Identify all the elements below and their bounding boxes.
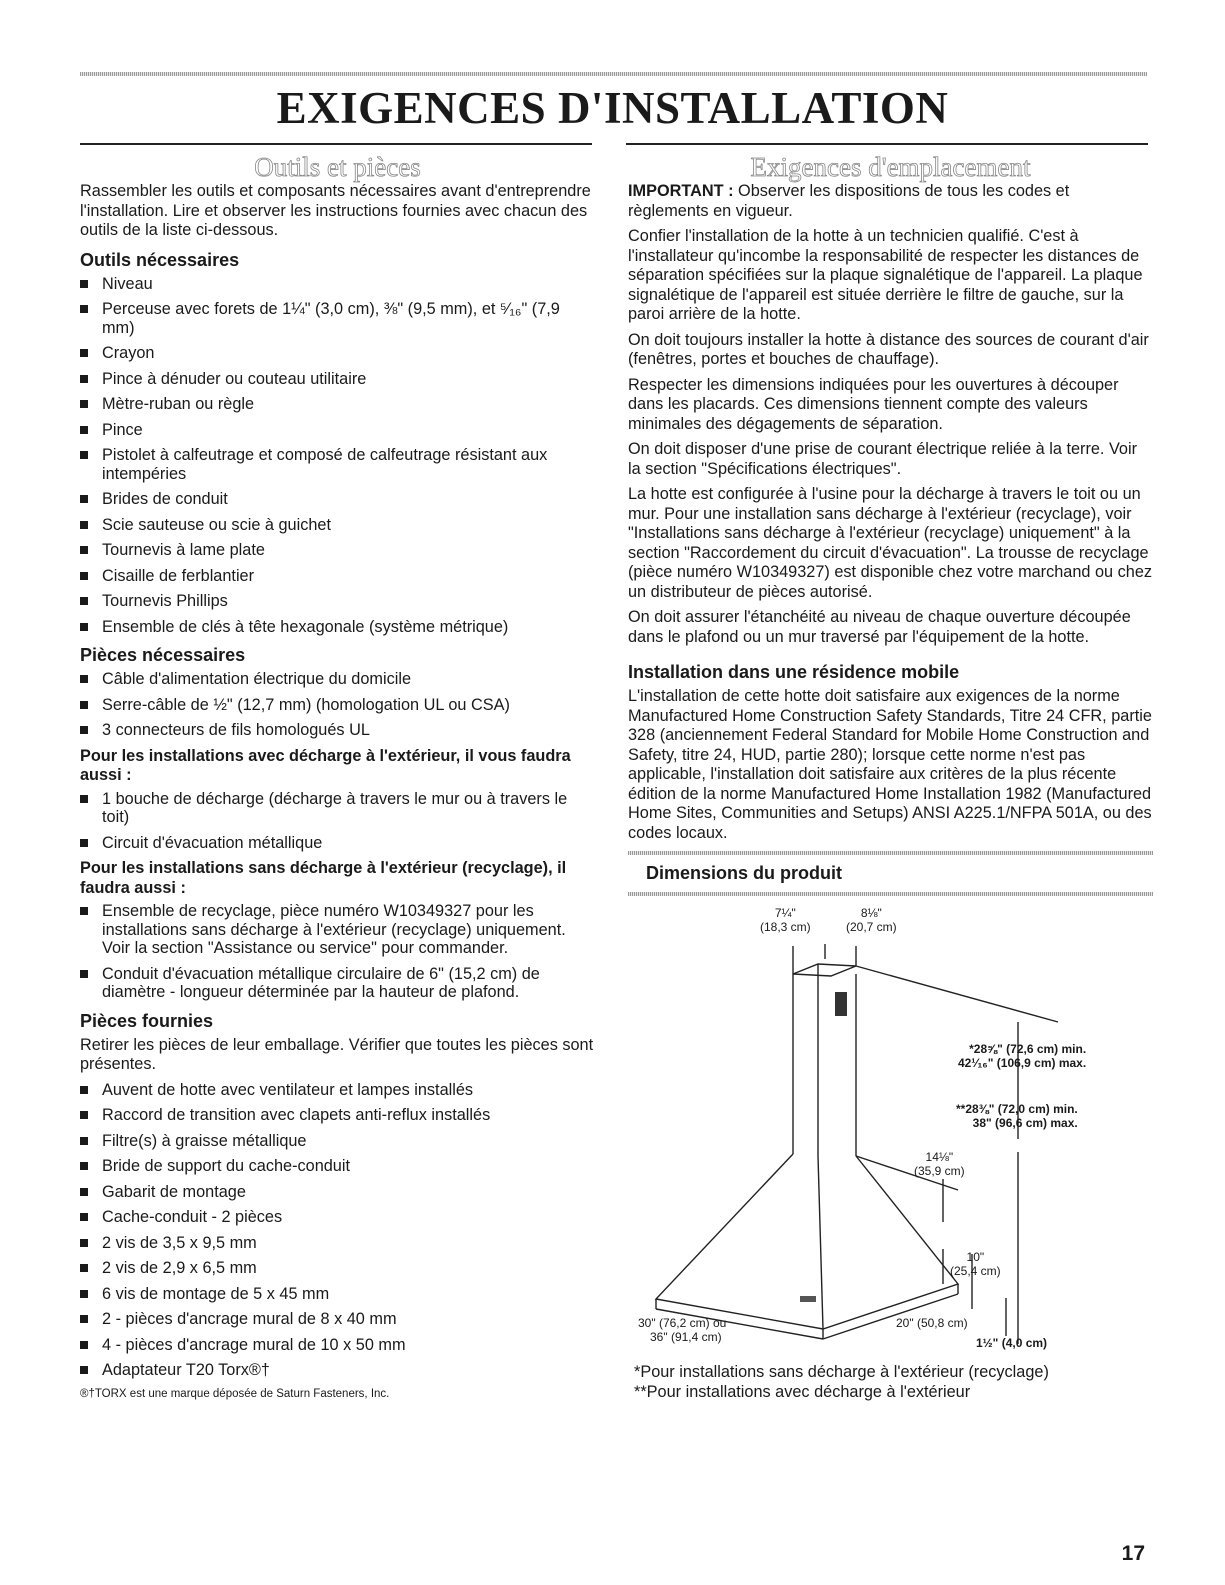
dim-lower-height: 10" (25,4 cm) — [950, 1250, 1001, 1278]
dim-hood-depth: 20" (50,8 cm) — [896, 1316, 968, 1330]
supplied-heading: Pièces fournies — [80, 1010, 214, 1031]
list-item: Bride de support du cache-conduit — [80, 1157, 595, 1176]
list-item: 3 connecteurs de fils homologués UL — [80, 721, 595, 740]
bullet-icon — [80, 795, 88, 803]
list-item: Câble d'alimentation électrique du domicile — [80, 670, 595, 689]
list-item: 4 - pièces d'ancrage mural de 10 x 50 mm — [80, 1336, 595, 1355]
list-item: Gabarit de montage — [80, 1183, 595, 1202]
important-label: IMPORTANT : — [628, 182, 734, 200]
footnote-recycling: *Pour installations sans décharge à l'extérieur (recyclage) — [634, 1363, 1049, 1381]
bullet-icon — [80, 675, 88, 683]
mobile-home-text: L'installation de cette hotte doit satisfaire aux exigences de la norme Manufactured Home Construction Safety Standards, Titre 24 CFR, partie 328 (anciennement Federal Standard for Mobile Home Construction and Safety, titre 24, HUD, partie 280); lorsque cette norme n'est pas applicable, l'installation doit satisfaire aux critères de la plus récente édition de la norme Manufactured Home Installation 1982 (Manufactured Home Sites, Communities and Setups) ANSI A225.1/NFPA 501A, ou des codes locaux. — [628, 687, 1152, 842]
dim-canopy-height: 14⅛" (35,9 cm) — [914, 1150, 965, 1178]
control-panel-icon — [800, 1296, 816, 1302]
location-paragraph: Respecter les dimensions indiquées pour les ouvertures à découper dans les placards. Ces dimensions tiennent compte des valeurs minimales des dégagements de séparation. — [628, 375, 1119, 433]
list-item: Circuit d'évacuation métallique — [80, 834, 595, 853]
tools-heading: Outils nécessaires — [80, 249, 240, 270]
bullet-icon — [80, 400, 88, 408]
bullet-icon — [80, 1188, 88, 1196]
dim-duct-width-left: 7¼" (18,3 cm) — [760, 906, 811, 934]
vented-heading: Pour les installations avec décharge à l'extérieur, il vous faudra aussi : — [80, 746, 571, 784]
list-item: Serre-câble de ½" (12,7 mm) (homologation UL ou CSA) — [80, 696, 595, 715]
right-title-rule — [626, 143, 1148, 145]
list-item: 2 vis de 3,5 x 9,5 mm — [80, 1234, 595, 1253]
page-number: 17 — [1121, 1542, 1145, 1565]
list-item: Perceuse avec forets de 1¼" (3,0 cm), ⅜" (9,5 mm), et ⁵⁄₁₆" (7,9 mm) — [80, 300, 595, 337]
dim-hood-width: 30" (76,2 cm) ou 36" (91,4 cm) — [638, 1316, 727, 1344]
location-paragraph: Confier l'installation de la hotte à un technicien qualifié. C'est à l'installateur qu'incombe la responsabilité de respecter les distances de séparation spécifiées sur la plaque signalétique de l'appareil. La plaque signalétique de l'appareil est située derrière le filtre de gauche, sur la paroi arrière de la hotte. — [628, 227, 1143, 323]
trademark-note: ®†TORX est une marque déposée de Saturn Fasteners, Inc. — [80, 1387, 390, 1400]
bullet-icon — [80, 1290, 88, 1298]
bullet-icon — [80, 305, 88, 313]
bullet-icon — [80, 907, 88, 915]
bullet-icon — [80, 1366, 88, 1374]
vent-grille-icon — [835, 992, 847, 1016]
list-item: Scie sauteuse ou scie à guichet — [80, 516, 595, 535]
important-text: Observer les dispositions de tous les codes et règlements en vigueur. — [628, 182, 1070, 220]
location-paragraph: On doit toujours installer la hotte à distance des sources de courant d'air (fenêtres, portes et bouches de chauffage). — [628, 330, 1149, 368]
bullet-icon — [80, 1086, 88, 1094]
list-item: Pince à dénuder ou couteau utilitaire — [80, 370, 595, 389]
left-column — [80, 150, 595, 1400]
bullet-icon — [80, 970, 88, 978]
list-item: Pistolet à calfeutrage et composé de calfeutrage résistant aux intempéries — [80, 446, 595, 483]
important-paragraph — [628, 182, 1153, 221]
top-dotted-rule — [80, 72, 1147, 76]
parts-list — [80, 670, 595, 740]
list-item: Brides de conduit — [80, 490, 595, 509]
bullet-icon — [80, 451, 88, 459]
right-column — [628, 150, 1153, 1402]
left-title-rule — [80, 143, 592, 145]
list-item: Mètre-ruban ou règle — [80, 395, 595, 414]
location-paragraph: On doit assurer l'étanchéité au niveau de chaque ouverture découpée dans le plafond ou un mur traversé par l'équipement de la hotte. — [628, 608, 1131, 646]
nonvented-list — [80, 902, 595, 1002]
list-item: Tournevis Phillips — [80, 592, 595, 611]
bullet-icon — [80, 546, 88, 554]
dimensions-top-dotted-rule — [628, 851, 1153, 855]
parts-heading: Pièces nécessaires — [80, 645, 246, 665]
bullet-icon — [80, 1213, 88, 1221]
list-item: 2 - pièces d'ancrage mural de 8 x 40 mm — [80, 1310, 595, 1329]
location-section-title: Exigences d'emplacement — [750, 152, 1031, 182]
dim-front-thickness: 1½" (4,0 cm) — [976, 1336, 1048, 1350]
bullet-icon — [80, 1264, 88, 1272]
list-item: Niveau — [80, 275, 595, 294]
bullet-icon — [80, 375, 88, 383]
list-item: Tournevis à lame plate — [80, 541, 595, 560]
bullet-icon — [80, 623, 88, 631]
bullet-icon — [80, 572, 88, 580]
vented-list — [80, 790, 595, 853]
list-item: Auvent de hotte avec ventilateur et lampes installés — [80, 1081, 595, 1100]
tools-list — [80, 275, 595, 637]
bullet-icon — [80, 701, 88, 709]
list-item: 2 vis de 2,9 x 6,5 mm — [80, 1259, 595, 1278]
list-item: Adaptateur T20 Torx®† — [80, 1361, 595, 1380]
bullet-icon — [80, 426, 88, 434]
bullet-icon — [80, 1341, 88, 1349]
bullet-icon — [80, 349, 88, 357]
bullet-icon — [80, 280, 88, 288]
list-item: Pince — [80, 421, 595, 440]
bullet-icon — [80, 839, 88, 847]
mobile-home-heading: Installation dans une résidence mobile — [628, 662, 960, 682]
list-item: Ensemble de recyclage, pièce numéro W10349327 pour les installations sans décharge à l'extérieur (recyclage) uniquement. Voir la section "Assistance ou service" pour commander. — [80, 902, 595, 958]
dim-duct-width-right: 8⅛" (20,7 cm) — [846, 906, 897, 934]
bullet-icon — [80, 1111, 88, 1119]
list-item: Ensemble de clés à tête hexagonale (système métrique) — [80, 618, 595, 637]
list-item: Conduit d'évacuation métallique circulaire de 6" (15,2 cm) de diamètre - longueur déterminée par la hauteur de plafond. — [80, 965, 595, 1002]
dim-height-vented: **28⅜" (72,0 cm) min. 38" (96,6 cm) max. — [956, 1102, 1078, 1130]
bullet-icon — [80, 726, 88, 734]
list-item: Cisaille de ferblantier — [80, 567, 595, 586]
bullet-icon — [80, 1162, 88, 1170]
location-paragraph: On doit disposer d'une prise de courant électrique reliée à la terre. Voir la section "Spécifications électriques". — [628, 440, 1138, 478]
dimensions-heading: Dimensions du produit — [646, 863, 842, 883]
list-item: 1 bouche de décharge (décharge à travers le mur ou à travers le toit) — [80, 790, 595, 827]
list-item: Crayon — [80, 344, 595, 363]
list-item: Filtre(s) à graisse métallique — [80, 1132, 595, 1151]
bullet-icon — [80, 597, 88, 605]
hood-dimensions-diagram — [628, 904, 1153, 1350]
dimensions-bottom-dotted-rule — [628, 892, 1153, 896]
bullet-icon — [80, 495, 88, 503]
bullet-icon — [80, 1315, 88, 1323]
dim-height-recycling: *28⅝" (72,6 cm) min. 42¹⁄₁₆" (106,9 cm) max. — [958, 1042, 1087, 1070]
tools-intro: Rassembler les outils et composants nécessaires avant d'entreprendre l'installation. Lire et observer les instructions fournies avec chacun des outils de la liste ci-dessous. — [80, 182, 591, 239]
bullet-icon — [80, 1239, 88, 1247]
supplied-intro: Retirer les pièces de leur emballage. Vérifier que toutes les pièces sont présentes. — [80, 1035, 594, 1073]
nonvented-heading: Pour les installations sans décharge à l'extérieur (recyclage), il faudra aussi : — [80, 859, 567, 897]
page-title: EXIGENCES D'INSTALLATION — [276, 83, 949, 133]
list-item: Raccord de transition avec clapets anti-reflux installés — [80, 1106, 595, 1125]
tools-parts-section-title: Outils et pièces — [254, 152, 421, 182]
list-item: 6 vis de montage de 5 x 45 mm — [80, 1285, 595, 1304]
location-paragraph: La hotte est configurée à l'usine pour la décharge à travers le toit ou un mur. Pour une installation sans décharge à l'extérieur (recyclage), voir "Installations sans décharge à l'extérieur (recyclage) uniquement" à la section "Raccordement du circuit d'évacuation". La trousse de recyclage (pièce numéro W10349327) est disponible chez votre marchand ou chez un distributeur de pièces autorisé. — [628, 485, 1153, 601]
bullet-icon — [80, 1137, 88, 1145]
bullet-icon — [80, 521, 88, 529]
list-item: Cache-conduit - 2 pièces — [80, 1208, 595, 1227]
supplied-list — [80, 1081, 595, 1380]
footnote-vented: **Pour installations avec décharge à l'extérieur — [634, 1383, 971, 1401]
